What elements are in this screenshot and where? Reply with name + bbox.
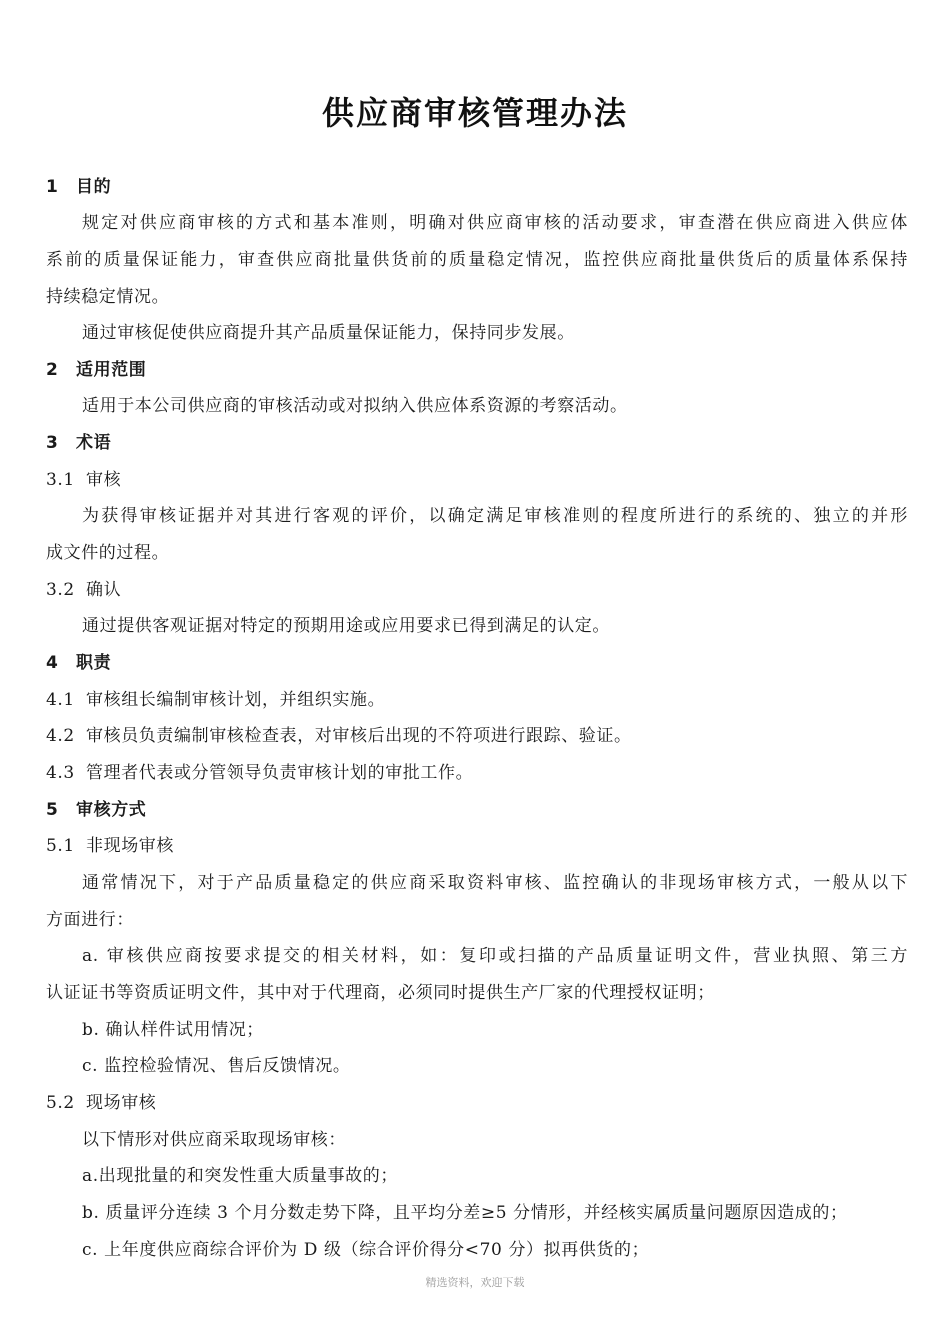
- section-title: 职责: [76, 653, 112, 673]
- section-number: 4: [46, 653, 59, 673]
- section-3-heading: [46, 431, 908, 455]
- section-number: 2: [46, 360, 59, 380]
- list-item-4-3: [46, 761, 908, 785]
- list-item-4-1: [46, 688, 908, 712]
- subsection-title: 审核: [86, 470, 122, 490]
- item-number: 4.2: [46, 726, 75, 746]
- list-item-c: c. 监控检验情况、售后反馈情况。: [82, 1056, 351, 1076]
- item-number: 4.1: [46, 690, 75, 710]
- section-number: 1: [46, 177, 59, 197]
- paragraph-line: 持续稳定情况。: [46, 287, 170, 307]
- section-title: 目的: [76, 177, 112, 197]
- subsection-3-1: [46, 468, 908, 492]
- section-4-heading: [46, 651, 908, 675]
- paragraph-line: 通过提供客观证据对特定的预期用途或应用要求已得到满足的认定。: [82, 616, 610, 636]
- subsection-title: 非现场审核: [86, 836, 174, 856]
- subsection-5-1: [46, 834, 908, 858]
- subsection-number: 5.2: [46, 1093, 75, 1113]
- subsection-3-2: [46, 578, 908, 602]
- list-item-a: a.出现批量的和突发性重大质量事故的；: [82, 1166, 398, 1186]
- paragraph-line: 认证证书等资质证明文件，其中对于代理商，必须同时提供生产厂家的代理授权证明；: [46, 983, 715, 1003]
- section-5-heading: [46, 798, 908, 822]
- paragraph-line: 方面进行：: [46, 910, 134, 930]
- subsection-number: 3.1: [46, 470, 75, 490]
- subsection-title: 现场审核: [86, 1093, 157, 1113]
- item-number: 4.3: [46, 763, 75, 783]
- section-1-heading: [46, 175, 908, 199]
- paragraph-line: 系前的质量保证能力，审查供应商批量供货前的质量稳定情况，监控供应商批量供货后的质量体系保持: [46, 250, 908, 270]
- list-item-b: b. 确认样件试用情况；: [82, 1020, 264, 1040]
- paragraph-line: 通常情况下，对于产品质量稳定的供应商采取资料审核、监控确认的非现场审核方式，一般从以下: [82, 873, 908, 893]
- list-item-4-2: [46, 724, 908, 748]
- list-item-c: c. 上年度供应商综合评价为 D 级（综合评价得分<70 分）拟再供货的；: [82, 1240, 650, 1260]
- item-text: 审核组长编制审核计划，并组织实施。: [86, 690, 386, 710]
- paragraph-line: 成文件的过程。: [46, 543, 170, 563]
- section-title: 适用范围: [76, 360, 147, 380]
- paragraph-line: 为获得审核证据并对其进行客观的评价，以确定满足审核准则的程度所进行的系统的、独立的并形: [82, 506, 908, 526]
- subsection-title: 确认: [86, 580, 122, 600]
- section-number: 3: [46, 433, 59, 453]
- list-item-a: a. 审核供应商按要求提交的相关材料，如：复印或扫描的产品质量证明文件，营业执照、第三方: [82, 946, 908, 966]
- section-number: 5: [46, 800, 59, 820]
- paragraph-line: 通过审核促使供应商提升其产品质量保证能力，保持同步发展。: [82, 323, 575, 343]
- paragraph-line: 适用于本公司供应商的审核活动或对拟纳入供应体系资源的考察活动。: [82, 396, 628, 416]
- page-footer: 精选资料，欢迎下载: [425, 1276, 525, 1289]
- paragraph-line: 以下情形对供应商采取现场审核：: [82, 1130, 346, 1150]
- paragraph-line: 规定对供应商审核的方式和基本准则，明确对供应商审核的活动要求，审查潜在供应商进入供应体: [82, 213, 908, 233]
- section-title: 术语: [76, 433, 112, 453]
- item-text: 审核员负责编制审核检查表，对审核后出现的不符项进行跟踪、验证。: [86, 726, 632, 746]
- list-item-b: b. 质量评分连续 3 个月分数走势下降，且平均分差≥5 分情形，并经核实属质量问题原因造成的；: [82, 1203, 848, 1223]
- item-text: 管理者代表或分管领导负责审核计划的审批工作。: [86, 763, 474, 783]
- subsection-number: 3.2: [46, 580, 75, 600]
- section-title: 审核方式: [76, 800, 147, 820]
- subsection-5-2: [46, 1091, 908, 1115]
- subsection-number: 5.1: [46, 836, 75, 856]
- document-title: 供应商审核管理办法: [321, 94, 628, 132]
- section-2-heading: [46, 358, 908, 382]
